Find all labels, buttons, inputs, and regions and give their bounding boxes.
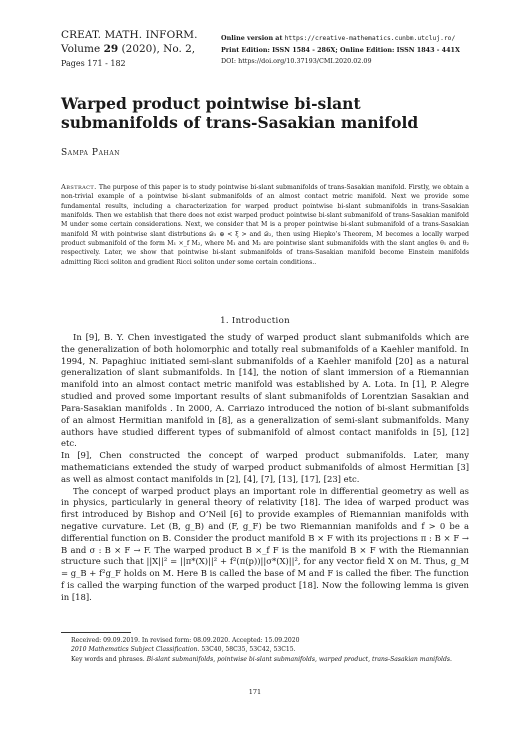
section-heading: 1. Introduction bbox=[220, 316, 290, 326]
abstract-text: The purpose of this paper is to study pointwise bi-slant submanifolds of trans-Sasakian manifold. Firstly, we obtain a non-trivial example of a pointwise bi-slant submanifolds of an almost contact metric manifold. Next we provide some fundamental results, including a characterization for warped product pointwise bi-slant submanifolds in trans-Sasakian manifolds. Then we establish that there does not exist warped product pointwise bi-slant submanifold of trans-Sasakian manifold M under some certain considerations. Next, we consider that M is a proper pointwise bi-slant submanifold of a trans-Sasakian manifold M̄ with pointwise slant distrbutions 𝒟₁ ⊕ < ξ > and 𝒟₂, then using Hiepko’s Theorem, M becomes a locally warped product submanifold of the form M₁ ×_f M₂, where M₁ and M₂ are pointwise slant submanifolds with the slant angles θ₁ and θ₂ respectively. Later, we show that pointwise bi-slant submanifolds of trans-Sasakian manifold become Einstein manifolds admitting Ricci soliton and gradient Ricci soliton under some certain conditions.. bbox=[61, 184, 469, 266]
received-dates: Received: 09.09.2019. In revised form: 08.09.2020. Accepted: 15.09.2020 bbox=[71, 637, 300, 644]
paragraph: The concept of warped product plays an important role in differential geometry as well as in physics, particularly in general theory of relativity [18]. The idea of warped product was first introduced by Bishop and O’Neil [6] to provide examples of Riemannian manifolds with negative curvature. Let (B, g_B) and (F, g_F) be two Riemannian manifolds and f > 0 be a differential function on B. Consider the product manifold B × F with its projections π : B × F → B and σ : B × F → F. The warped product B ×_f F is the manifold B × F with the Riemannian structure such that ||X||² = ||π*(X)||² + f²(π(p))||σ*(X)||², for any vector field X on M. Thus, g_M = g_B + f²g_F holds on M. Here B is called the base of M and F is called the fiber. The function f is called the warping function of the warped product [18]. Now the following lemma is given in [18]. bbox=[61, 485, 469, 602]
author-name: Sampa Pahan bbox=[61, 148, 121, 158]
footnote-rule bbox=[61, 632, 131, 633]
journal-name: CREAT. MATH. INFORM. bbox=[61, 29, 198, 41]
publication-info bbox=[221, 33, 501, 68]
abstract bbox=[61, 183, 469, 267]
paper-title: Warped product pointwise bi-slant submanifolds of trans-Sasakian manifold bbox=[61, 94, 419, 132]
online-version: Online version at https://creative-mathematics.cunbm.utcluj.ro/ bbox=[221, 34, 456, 42]
abstract-label: Abstract. bbox=[61, 183, 97, 191]
issn-line: Print Edition: ISSN 1584 - 286X; Online Edition: ISSN 1843 - 441X bbox=[221, 45, 460, 54]
journal-info bbox=[61, 28, 211, 70]
footnotes bbox=[61, 636, 469, 664]
page-range: Pages 171 - 182 bbox=[61, 59, 126, 68]
online-url-link[interactable]: https://creative-mathematics.cunbm.utcluj.ro/ bbox=[284, 35, 456, 42]
paragraph: In [9], B. Y. Chen investigated the study of warped product slant submanifolds which are the generalization of both holomorphic and totally real submanifolds of a Kaehler manifold. In 1994, N. Papaghiuc initiated semi-slant submanifolds of a Kaehler manifold [20] as a natural generalization of slant submanifolds. In [14], the notion of slant immersion of a Riemannian manifold into an almost contact metric manifold was established by A. Lota. In [1], P. Alegre studied and proved some important results of slant submanifolds of Lorentzian Sasakian and Para-Sasakian manifolds . In 2000, A. Carriazo introduced the notion of bi-slant submanifolds of an almost Hermitian manifold in [8], as a generalization of semi-slant submanifolds. Many authors have studied different types of submanifold of almost contact manifolds in [5], [12] etc. bbox=[61, 332, 469, 449]
paragraph: In [9], Chen constructed the concept of warped product submanifolds. Later, many mathematicians extended the study of warped product submanifolds of almost Hermitian [3] as well as almost contact manifolds in [2], [4], [7], [13], [17], [23] etc. bbox=[61, 450, 469, 484]
keywords: Key words and phrases. Bi-slant submanifolds, pointwise bi-slant submanifolds, warped product, trans-Sasakian manifolds. bbox=[71, 655, 452, 663]
doi-link[interactable]: DOI: https://doi.org/10.37193/CMI.2020.02.09 bbox=[221, 57, 372, 65]
msc-classification: 2010 Mathematics Subject Classification. 53C40, 58C35, 53C42, 53C15. bbox=[71, 646, 296, 654]
body-text bbox=[61, 332, 469, 604]
volume-line: Volume 29 (2020), No. 2, bbox=[61, 43, 196, 55]
page-number: 171 bbox=[248, 688, 262, 696]
